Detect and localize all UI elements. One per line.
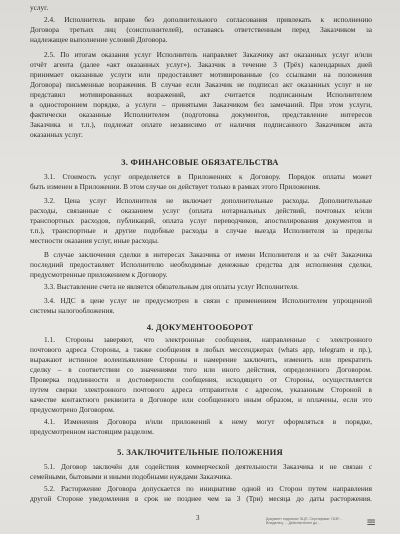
text-line: 2.5. По итогам оказания услуг Исполнитель направляет Заказчику акт оказанных услуг и/или [44,51,372,59]
text-line: Заказчика и т.п.), подлежат оплате независимо от наличия подписанного Заказчиком акта [30,121,372,129]
text-line: предусмотренном настоящим разделом. [30,428,154,436]
text-line: принимает оказанные услуги или предоставляет мотивированные (со ссылками на положения [30,71,372,79]
text-line: почтового адреса Стороны, а также сообщения в любых мессенджерах (whats app, telegram и пр.), [30,346,372,354]
text-line: в одностороннем порядке, а услуги – принятыми Заказчиком без замечаний. При этом услуги, [30,101,372,109]
text-line: выражают истинное волеизъявление Стороны и намерение заключить, изменить или прекратить [30,356,372,364]
text-line: сделку – в соответствии со значениями того или иного действия, определенного Договором. [30,366,372,374]
text-line: т.п.), транспортные и другие подобные расходы в случае выезда Исполнителя за пределы [30,227,372,235]
text-line: 3.1. Стоимость услуг определяется в Приложениях к Договору. Порядок оплаты может [44,173,372,181]
text-line: 1.1. Стороны заверяют, что электронные сообщения, направленные с электронного [44,336,372,344]
text-line: 3.2. Цена услуг Исполнителя не включает дополнительные расходы. Дополнительные [44,197,372,205]
text-line: 3.3. Выставление счета не является обязательным для оплаты услуг Исполнителя. [44,283,299,291]
text-line: 2.4. Исполнитель вправе без дополнительного согласования привлекать к исполнению [44,16,372,24]
text-line: качестве контактного реквизита в Договоре или сообщенного иным образом, и оплачены, если это [30,396,372,404]
text-line: транспортных расходов, публикаций, оплата услуг переводчиков, апостилирования документов и [30,217,372,225]
section-heading-finance: 3. ФИНАНСОВЫЕ ОБЯЗАТЕЛЬСТВА [121,157,279,167]
text-line: услуг. [30,4,49,12]
text-line: Договора) письменные возражения. В случае если Заказчик не подписал акт оказанных услуг и не [30,81,372,89]
text-line: семейными, бытовыми и иными подобными нуждами Заказчика. [30,473,232,481]
text-line: Проверка подлинности и достоверности сообщения, исходящего от Стороны, осуществляется [30,376,372,384]
text-line: расходы, связанные с оказанием услуг (оплата нотариальных действий, почтовых и/или [30,207,372,215]
text-line: 3.4. НДС в цене услуг не предусмотрен в связи с применением Исполнителем упрощенной [44,297,372,305]
text-line: системы налогообложения. [30,307,115,315]
text-line: В случае заключения сделки в интересах Заказчика от имени Исполнителя и за счёт Заказчика [44,251,372,259]
section-heading-docflow: 4. ДОКУМЕНТООБОРОТ [146,322,254,332]
section-heading-final: 5. ЗАКЛЮЧИТЕЛЬНЫЕ ПОЛОЖЕНИЯ [117,447,283,457]
text-line: последний предоставляет Исполнителю необходимые денежные средства для исполнения сделки, [30,261,372,269]
text-line: местности оказания услуг, иные расходы. [30,237,159,245]
text-line: надлежащее выполнение условий Договора. [30,36,168,44]
esign-stamp-text: Документ подписан ЭЦП. Сертификат 7A3F... Владелец: ... Действителен до ... [266,517,342,526]
text-line: представил мотивированных возражений, акт считается подписанным Исполнителем [30,91,372,99]
text-line: фактически оказанные Исполнителем (подготовка документов, представление интересов [30,111,372,119]
text-line: 5.1. Договор заключён для содействия коммерческой деятельности Заказчика и не связан с [44,463,372,471]
text-line: 4.1. Изменения Договора и/или приложений к нему могут оформляться в порядке, [44,418,372,426]
text-line: предусмотренные приложением к Договору. [30,271,168,279]
esign-logo-icon: ≡ [365,515,377,529]
text-line: предусмотрено Договором. [30,406,115,414]
text-line: отчёт агента (далее «акт оказанных услуг»). Заказчик в течение 3 (Трёх) календарных дней [30,61,372,69]
text-line: оказанных услуг. [30,131,83,139]
text-line: быть изменен в Приложении. В этом случае он действует только в рамках этого Приложения. [30,183,321,191]
text-line: другой Стороне уведомления в срок не позднее чем за 3 (Три) месяца до даты расторжения. [30,495,372,503]
text-line: 5.2. Расторжение Договора допускается по инициативе одной из Сторон путем направления [44,485,372,493]
page-number: 3 [196,514,200,522]
text-line: Договора третьих лиц (соисполнителей), оставаясь ответственным перед Заказчиком за [30,26,372,34]
text-line: путем сверки электронного почтового адреса отправителя с адресом, указанным Стороной в [30,386,372,394]
